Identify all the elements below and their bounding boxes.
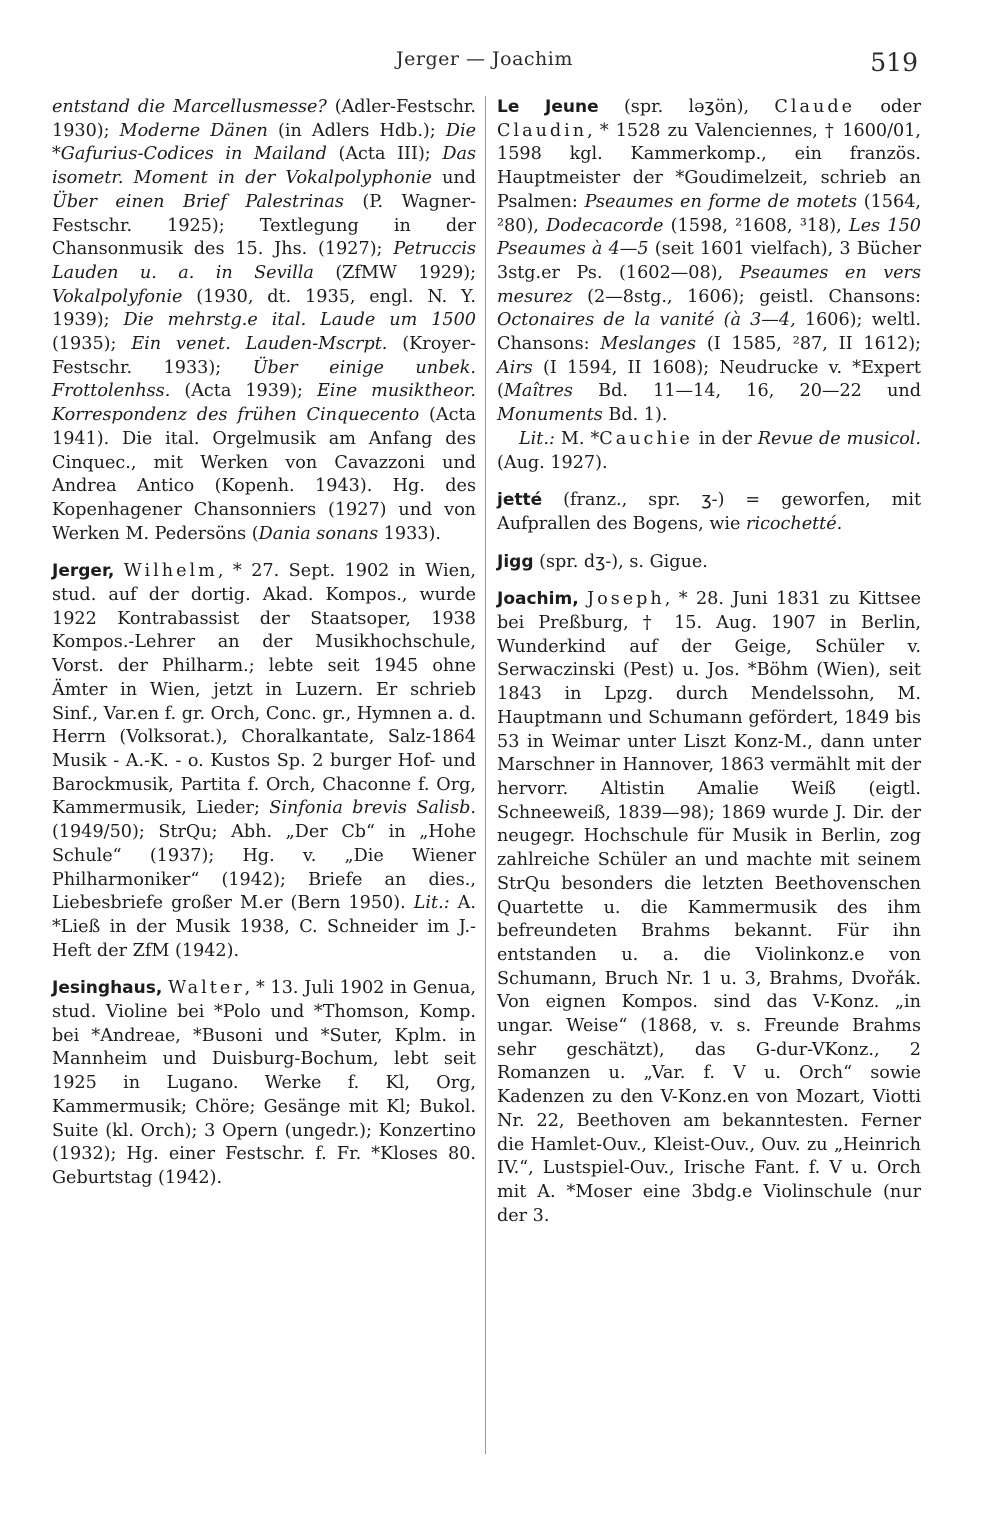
lemma-jigg: Jigg	[497, 551, 534, 572]
entry-joachim	[497, 588, 921, 1228]
lemma-jette: jetté	[497, 490, 543, 511]
lemma-le-jeune: Le Jeune	[497, 97, 599, 117]
entry-jerger	[52, 560, 476, 963]
right-column	[497, 96, 921, 1228]
entry-jigg-body: (spr. dʒ-), s. Gigue.	[539, 551, 708, 572]
entry-jerger-body: Wilhelm, * 27. Sept. 1902 in Wien, stud. auf der dortig. Akad. Kompos., wurde 1922 Kontrabassist der Staatsoper, 1938 Kompos.-Lehrer an der Musikhochschule, Vorst. der Philharm.; lebte seit 1945 ohne Ämter in Wien, jetzt in Luzern. Er schrieb Sinf., Var.en f. gr. Orch, Conc. gr., Hymnen a. d. Herrn (Volksorat.), Choralkantate, Salz-1864 Musik - A.-K. - o. Kustos Sp. 2 burger Hof- und Barockmusik, Partita f. Orch, Chaconne f. Org, Kammermusik, Lieder; Sinfonia brevis Salisb. (1949/50); StrQu; Abh. „Der Cb“ in „Hohe Schule“ (1937); Hg. v. „Die Wiener Philharmoniker“ (1942); Briefe an dies., Liebesbriefe großer M.er (Bern 1950). Lit.: A. *Ließ in der Musik 1938, C. Schneider im J.-Heft der ZfM (1942).	[52, 561, 476, 961]
lemma-jesinghaus: Jesinghaus,	[52, 978, 163, 999]
entry-jigg	[497, 551, 921, 575]
page-number: 519	[870, 48, 918, 77]
entry-le-jeune-body: (spr. ləʒön), Claude oder Claudin, * 1528 zu Valenciennes, † 1600/01, 1598 kgl. Kammerkomp., ein französ. Hauptmeister der *Goudimelzeit, schrieb an Psalmen: Pseaumes en forme de motets (1564, ²80), Dodecacorde (1598, ²1608, ³18), Les 150 Pseaumes à 4—5 (seit 1601 vielfach), 3 Bücher 3stg.er Ps. (1602—08), Pseaumes en vers mesurez (2—8stg., 1606); geistl. Chansons: Octonaires de la vanité (à 3—4, 1606); weltl. Chansons: Meslanges (I 1585, ²87, II 1612); Airs (I 1594, II 1608); Neudrucke v. *Expert (Maîtres Bd. 11—14, 16, 20—22 und Monuments Bd. 1).	[497, 97, 922, 426]
left-column	[52, 96, 476, 1191]
entry-jesinghaus	[52, 977, 476, 1190]
lemma-joachim: Joachim,	[497, 589, 579, 610]
column-divider	[485, 96, 486, 1454]
entry-le-jeune	[497, 96, 921, 428]
entry-jette-body: (franz., spr. ʒ-) = geworfen, mit Aufprallen des Bogens, wie ricochetté.	[497, 490, 922, 534]
entry-le-jeune-literature: Lit.: M. *Cauchie in der Revue de musicol. (Aug. 1927).	[497, 428, 922, 473]
entry-joachim-body: Joseph, * 28. Juni 1831 zu Kittsee bei Preßburg, † 15. Aug. 1907 in Berlin, Wunderkind auf der Geige, Schüler v. Serwaczinski (Pest) u. Jos. *Böhm (Wien), seit 1843 in Lpzg. durch Mendelssohn, M. Hauptmann und Schumann gefördert, 1849 bis 53 in Weimar unter Liszt Konz-M., dann unter Marschner in Hannover, 1863 vermählt mit der hervorr. Altistin Amalie Weiß (eigtl. Schneeweiß, 1839—98); 1869 wurde J. Dir. der neugegr. Hochschule für Musik in Berlin, zog zahlreiche Schüler an und machte mit seinem StrQu besonders die letzten Beethovenschen Quartette u. die Kammermusik des ihm befreundeten Brahms bekannt. Für ihn entstanden u. a. die Violinkonz.e von Schumann, Bruch Nr. 1 u. 3, Brahms, Dvořák. Von eignen Kompos. sind das V-Konz. „in ungar. Weise“ (1868, v. s. Freunde Brahms sehr geschätzt), das G-dur-VKonz., 2 Romanzen u. „Var. f. V u. Orch“ sowie Kadenzen zu den V-Konz.en von Mozart, Viotti Nr. 22, Beethoven am bekanntesten. Ferner die Hamlet-Ouv., Kleist-Ouv., Ouv. zu „Heinrich IV.“, Lustspiel-Ouv., Irische Fant. f. V u. Orch mit A. *Moser eine 3bdg.e Violinschule (nur der 3.	[497, 589, 922, 1226]
lemma-jerger: Jerger,	[52, 561, 115, 582]
running-head: Jerger — Joachim	[396, 48, 573, 70]
continued-entry-text: entstand die Marcellusmesse? (Adler-Festschr. 1930); Moderne Dänen (in Adlers Hdb.); Die *Gafurius-Codices in Mailand (Acta III); Das isometr. Moment in der Vokalpolyphonie und Über einen Brief Palestrinas (P. Wagner-Festschr. 1925); Textlegung in der Chansonmusik des 15. Jhs. (1927); Petruccis Lauden u. a. in Sevilla (ZfMW 1929); Vokalpolyfonie (1930, dt. 1935, engl. N. Y. 1939); Die mehrstg.e ital. Laude um 1500 (1935); Ein venet. Lauden-Mscrpt. (Kroyer-Festschr. 1933); Über einige unbek. Frottolenhss. (Acta 1939); Eine musiktheor. Korrespondenz des frühen Cinquecento (Acta 1941). Die ital. Orgelmusik am Anfang des Cinquec., mit Werken von Cavazzoni und Andrea Antico (Kopenh. 1943). Hg. des Kopenhagener Chansonniers (1927) und von Werken M. Pedersöns (Dania sonans 1933).	[52, 97, 477, 544]
page-header	[0, 40, 1000, 80]
entry-jesinghaus-body: Walter, * 13. Juli 1902 in Genua, stud. Violine bei *Polo und *Thomson, Komp. bei *Andreae, *Busoni und *Suter, Kplm. in Mannheim und Duisburg-Bochum, lebt seit 1925 in Lugano. Werke f. Kl, Org, Kammermusik; Chöre; Gesänge mit Kl; Bukol. Suite (kl. Orch); 3 Opern (ungedr.); Konzertino (1932); Hg. einer Festschr. f. Fr. *Kloses 80. Geburtstag (1942).	[52, 978, 477, 1188]
entry-jette	[497, 489, 921, 536]
